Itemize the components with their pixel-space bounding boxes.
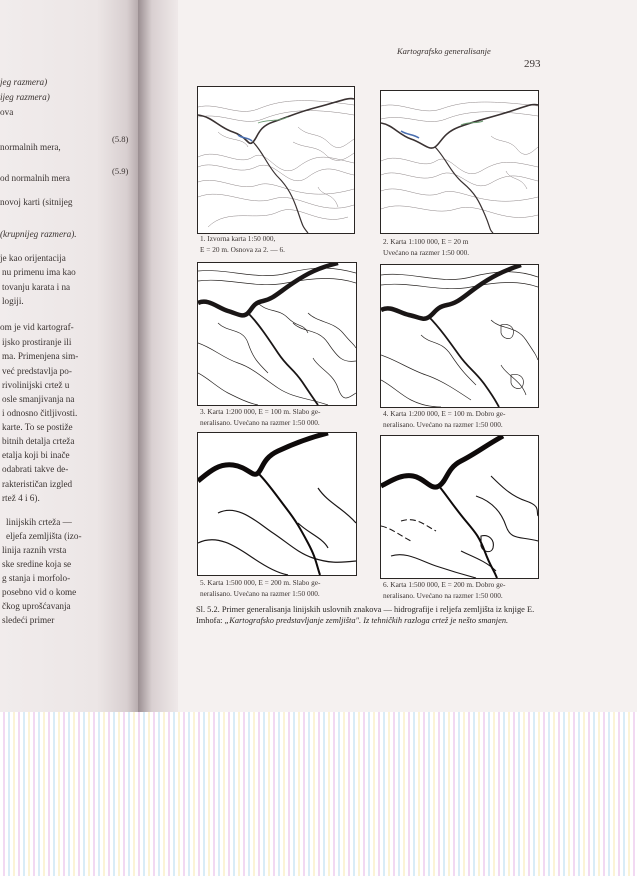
- left-page-line: ma. Primenjena sim-: [2, 351, 79, 361]
- left-page-line: om je vid kartograf-: [0, 322, 74, 332]
- scan-background-stripes: [0, 712, 637, 876]
- figure-caption-4-line1: 4. Karta 1:200 000, E = 100 m. Dobro ge-: [383, 409, 506, 418]
- left-page-line: novoj karti (sitnijeg: [0, 197, 73, 207]
- equation-number: (5.8): [112, 134, 129, 144]
- left-page-line: od normalnih mera: [0, 173, 70, 183]
- left-page-line: ijeg razmera): [0, 92, 50, 102]
- figure-caption-5-line2: neralisano. Uvećano na razmer 1:50 000.: [200, 589, 320, 598]
- map-panel-2: [380, 90, 539, 234]
- left-page-line: nu primenu ima kao: [2, 267, 76, 277]
- map-panel-6: [380, 435, 539, 579]
- left-page-line: rivolinijski crtež u: [2, 380, 70, 390]
- left-page-line: i odnosno čitljivosti.: [2, 408, 78, 418]
- running-head: Kartografsko generalisanje: [397, 46, 491, 56]
- left-page-line: linijskih crteža —: [6, 517, 72, 527]
- figure-caption-1-line2: E = 20 m. Osnova za 2. — 6.: [200, 245, 285, 254]
- left-page-line: eljefa zemljišta (izo-: [6, 531, 82, 541]
- left-page-line: osle smanjivanja na: [2, 394, 75, 404]
- book-gutter: [138, 0, 178, 712]
- left-page-line: posebno vid o kome: [2, 587, 77, 597]
- topographic-map-1-500000-good: [381, 436, 538, 578]
- left-page-line: ijsko prostiranje ili: [2, 337, 72, 347]
- left-page-line: jeg razmera): [0, 77, 48, 87]
- left-page-line: rtež 4 i 6).: [2, 493, 40, 503]
- left-page-line: normalnih mera,: [0, 142, 61, 152]
- figure-caption-1-line1: 1. Izvorna karta 1:50 000,: [200, 234, 276, 243]
- left-page-line: rakterističan izgled: [2, 479, 73, 489]
- map-panel-3: [197, 262, 357, 406]
- figure-caption-6-line1: 6. Karta 1:500 000, E = 200 m. Dobro ge-: [383, 580, 506, 589]
- page-number: 293: [524, 58, 541, 70]
- figure-caption-2-line1: 2. Karta 1:100 000, E = 20 m: [383, 237, 469, 246]
- topographic-map-1-200000-good: [381, 265, 538, 407]
- main-figure-caption-text: Sl. 5.2. Primer generalisanja linijskih uslovnih znakova — hidrografije i reljefa zemljišta iz knjige E. Imhofa:: [196, 605, 535, 625]
- left-page-line: odabrati takve de-: [2, 464, 69, 474]
- left-page-line: ske sredine koja se: [2, 559, 72, 569]
- figure-caption-3-line2: neralisano. Uvećano na razmer 1:50 000.: [200, 418, 320, 427]
- figure-caption-4-line2: neralisano. Uvećano na razmer 1:50 000.: [383, 420, 503, 429]
- left-page-line: već predstavlja po-: [2, 366, 72, 376]
- left-page-line: linija raznih vrsta: [2, 545, 67, 555]
- figure-caption-6-line2: neralisano. Uvećano na razmer 1:50 000.: [383, 591, 503, 600]
- topographic-map-1-200000-weak: [198, 263, 356, 405]
- left-page-line: karte. To se postiže: [2, 422, 73, 432]
- map-panel-5: [197, 432, 357, 576]
- left-page-line: sledeći primer: [2, 615, 55, 625]
- main-figure-caption: [196, 605, 548, 626]
- map-panel-1: [197, 86, 355, 234]
- main-figure-caption-italic: „Kartografsko predstavljanje zemljišta". Iz tehničkih razloga crtež je nešto smanjen.: [224, 615, 509, 625]
- figure-caption-5-line1: 5. Karta 1:500 000, E = 200 m. Slabo ge-: [200, 578, 321, 587]
- topographic-map-1-100000: [381, 91, 538, 233]
- left-page-line: je kao orijentacija: [0, 253, 66, 263]
- figure-caption-3-line1: 3. Karta 1:200 000, E = 100 m. Slabo ge-: [200, 407, 321, 416]
- left-page-line: bitnih detalja crteža: [2, 436, 75, 446]
- left-page-line: etalja koji bi inače: [2, 450, 70, 460]
- equation-number: (5.9): [112, 166, 129, 176]
- left-page-line: čkog uprošćavanja: [2, 601, 71, 611]
- left-page-line: tovanju karata i na: [2, 282, 71, 292]
- left-page-line: logiji.: [2, 296, 24, 306]
- map-panel-4: [380, 264, 539, 408]
- topographic-map-1-500000-weak: [198, 433, 356, 575]
- left-page-line: ova: [0, 107, 14, 117]
- topographic-map-source: [198, 87, 354, 233]
- figure-caption-2-line2: Uvećano na razmer 1:50 000.: [383, 248, 470, 257]
- left-page-line: (krupnijeg razmera).: [0, 229, 77, 239]
- left-page-line: g stanja i morfolo-: [2, 573, 71, 583]
